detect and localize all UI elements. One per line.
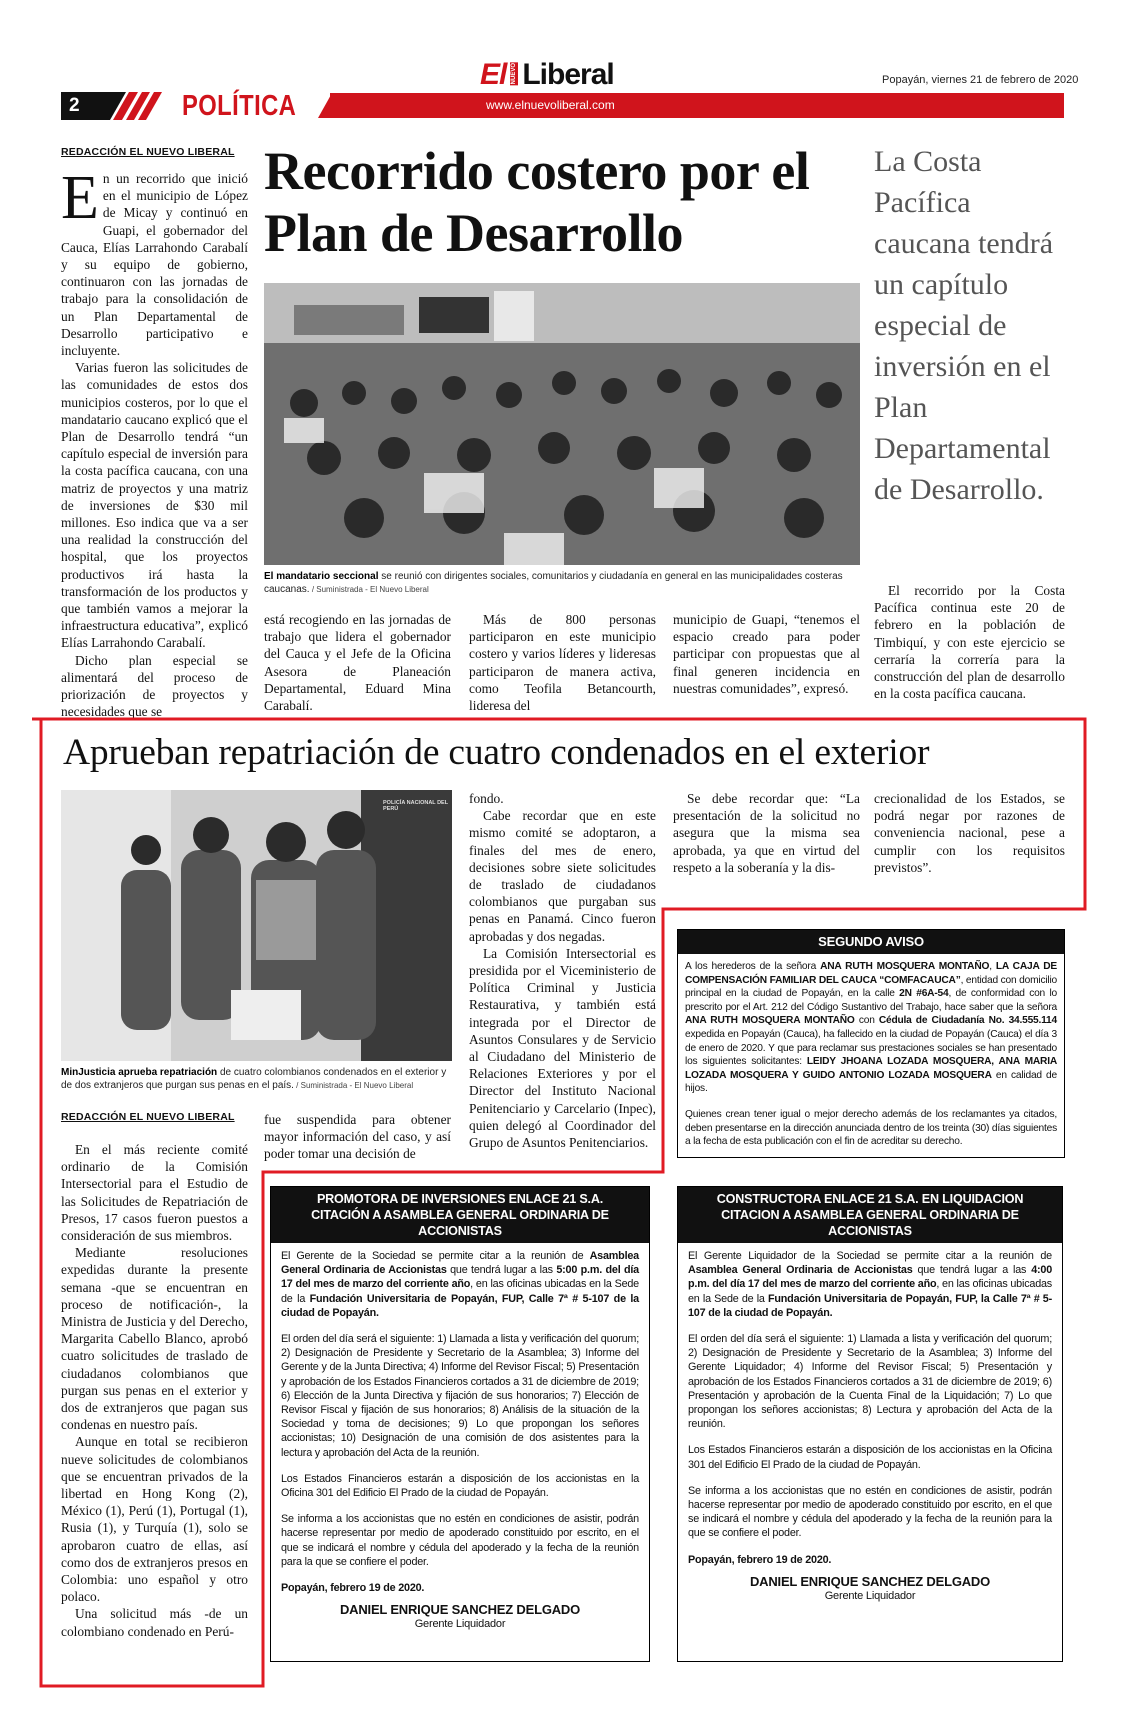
notice-paragraph: El orden del día será el siguiente: 1) Llamada a lista y verificación del quorum; 2) Designación de Presidente y Secretario de la Asamblea; 3) Informe del Gerente y de la Junta Directiva; 4) Informe del Revisor Fiscal; 5) Presentación y aprobación de los Estados Financieros cortados a 31 de diciembre de 2019; 6) Elección de la Junta Directiva y fijación de sus honorarios; 7) Elección de Revisor Fiscal y fijación de sus honorarios; 8) Análisis de la situación de la Sociedad y toma de decisiones; 9) Lo que propongan los señores accionistas; 10) Designación de una comisión de dos asistentes para la lectura y aprobación del Acta de la reunión. [281,1333,639,1459]
notice-text: , en las oficinas ubicadas en la Sede de la [281,1278,639,1305]
notice-text: El Gerente de la Sociedad se permite citar a la reunión de [281,1250,590,1262]
logo-liberal: Liberal [522,58,614,91]
notice-paragraph: Quienes crean tener igual o mejor derecho además de los reclamantes ya citados, deben presentarse en la dirección anunciada dentro de los treinta (30) días siguientes a la fecha de esta publicación con el fin de acreditar su derecho. [685,1108,1057,1148]
notice-text: ANA RUTH MOSQUERA MONTAÑO [685,1015,855,1027]
repatriation-photo-illustration [61,790,452,1061]
notice-text: Asamblea General Ordinaria de Accionistas [281,1250,639,1277]
article2-column-4 [673,790,860,876]
article1-paragraph: Más de 800 personas participaron en este municipio costero y varios líderes y lideresas participaron de manera activa, como Teofila Betancourth, lideresa del [469,612,656,714]
caption-credit: / Suministrada - El Nuevo Liberal [293,1081,414,1090]
article1-paragraph: Dicho plan especial se alimentará del proceso de priorización de proyectos y necesidades que se [61,652,248,720]
article2-paragraph: Mediante resoluciones expedidas durante la presente semana -que se encuentran en proceso de notificación-, la Ministra de Justicia y del Derecho, Margarita Cabello Blanco, aprobó cuatro solicitudes de traslado de ciudadanos colombianos que purgan sus penas en el exterior y dos de extranjeros que pagan sus condenas en nuestro país. [61,1245,248,1433]
article2-paragraph: crecionalidad de los Estados, se podrá negar por razones de conveniencia nacional, pese a cumplir con los requisitos previstos”. [874,791,1065,875]
notice-title-line: CONSTRUCTORA ENLACE 21 S.A. EN LIQUIDACION [716,1192,1024,1206]
article2-paragraph: fondo. [469,791,504,806]
notice-text: que tendrá lugar a las [446,1264,557,1277]
meeting-photo-caption [264,570,860,596]
section-title: POLÍTICA [182,90,297,122]
caption-lead: MinJusticia aprueba repatriación [61,1067,218,1078]
notice-title-line: CITACIÓN A ASAMBLEA GENERAL ORDINARIA DE ACCIONISTAS [311,1208,609,1238]
notice-text: Cédula de Ciudadanía No. 34.555.114 [878,1015,1057,1027]
notice-signer-role: Gerente Liquidador [824,1590,916,1603]
notice-paragraph: Se informa a los accionistas que no estén en condiciones de asistir, podrán hacerse representar por medio de apoderado constituido por escrito, en el que se indicará el nombre y cédula del apoderado y la fecha de la reunión para la que se confiere el poder. [281,1513,639,1568]
article2-column-2 [264,1111,451,1163]
legal-notice-segundo-aviso [677,929,1065,1158]
notice-text: que tendrá lugar a las [912,1264,1032,1277]
notice-title-line: CITACION A ASAMBLEA GENERAL ORDINARIA DE ACCIONISTAS [721,1208,1019,1238]
section-slash-decoration [96,92,168,120]
notice-title [271,1187,649,1243]
article1-column-4 [673,611,860,697]
notice-text: , de conformidad con lo prescrito por el Art. 212 del Código Sustantivo del Trabajo, hace saber que la señora [685,988,1057,1013]
newspaper-logo [480,58,614,90]
notice-text: con [854,1015,879,1027]
notice-paragraph [685,960,1057,1096]
article2-paragraph: fue suspendida para obtener mayor información del caso, y así poder tomar una decisión de [264,1112,451,1162]
notice-title: SEGUNDO AVISO [678,930,1064,954]
notice-text: Fundación Universitaria de Popayán, FUP, Calle 7ª # 5-107 de la ciudad de Popayán. [281,1292,639,1319]
notice-text: Fundación Universitaria de Popayán, FUP, la Calle 7ª # 5-107 de la ciudad de Popayán. [688,1292,1053,1319]
notice-body [678,1243,1062,1609]
meeting-photo [264,283,860,565]
article1-paragraph: El recorrido por la Costa Pacífica continua este 20 de febrero en la población de Timbiquí, y con este ejercicio se cerraría la correría para la construcción del plan de desarrollo en la costa pacífica caucana. [874,583,1065,702]
logo-el: El [480,58,507,91]
notice-text: LEIDY JHOANA LOZADA MOSQUERA, ANA MARIA LOZADA MOSQUERA Y GUIDO ANTONIO LOZADA MOSQUERA [685,1056,1057,1081]
logo-nuevo: NUEVO [511,63,518,85]
notice-paragraph: Los Estados Financieros estarán a disposición de los accionistas en la Oficina 301 del Edificio El Prado de la ciudad de Popayán. [688,1444,1052,1471]
article2-column-3 [469,790,656,1151]
notice-paragraph [281,1249,639,1320]
article2-byline: REDACCIÓN EL NUEVO LIBERAL [61,1111,235,1123]
notice-text: 5:00 p.m. del día 17 del mes de marzo del corriente año [281,1264,639,1291]
notice-text: en calidad de hijos. [685,1069,1057,1095]
article2-title: Aprueban repatriación de cuatro condenados en el exterior [63,732,930,773]
notice-text: LA CAJA DE COMPENSACIÓN FAMILIAR DEL CAUCA “COMFACAUCA” [685,961,1058,986]
article1-dropcap: E [61,164,99,232]
article1-column-3 [469,611,656,714]
notice-body [271,1243,649,1638]
article2-paragraph: Aunque en total se recibieron nueve solicitudes de colombianos que se encuentran privados de la libertad en Hong Kong (2), México (1), Perú (1), Portugal (1), Rusia (1), y Turquía (1), solo se aprobaron cuatro de ellas, así como dos de extranjeros presos en Colombia: uno español y otro polaco. [61,1434,248,1605]
notice-text: , entidad con domicilio principal en la ciudad de Popayán, en la calle [685,974,1057,1000]
article1-pullquote: La Costa Pacífica caucana tendrá un capítulo especial de inversión en el Plan Departamental de Desarrollo. [874,145,1054,506]
notice-text: 4:00 p.m. del día 17 del mes de marzo del corriente año [688,1264,1052,1291]
article1-paragraph: Varias fueron las solicitudes de las comunidades de estos dos municipios costeros, por lo que el mandatario caucano explicó que el Plan de Desarrollo tendrá “un capítulo especial de inversión para la costa pacífica caucana, con una matriz de proyectos y una matriz de inversiones de $30 mil millones. Eso indica que va a ser una realidad la construcción del hospital, que los proyectos productivos irá hasta la transformación de los productos y que también vamos a mejorar la infraestructura educativa”, explicó Elías Larrahondo Carabalí. [61,360,248,651]
article1-column-1 [61,164,248,721]
caption-credit: / Suministrada - El Nuevo Liberal [309,585,429,594]
article2-paragraph: En el más reciente comité ordinario de la Comisión Intersectorial para el Estudio de las Solicitudes de Repatriación de Presos, 17 casos fueron puestos a consideración de sus miembros. [61,1142,248,1244]
article2-paragraph: Se debe recordar que: “La presentación de la solicitud no asegura que la misma sea aprobada, ya que en virtud del respeto a la soberanía y la dis- [673,791,860,875]
notice-text: Asamblea General Ordinaria de Accionistas [688,1264,913,1277]
notice-title [678,1187,1062,1243]
notice-paragraph: Se informa a los accionistas que no estén en condiciones de asistir, podrán hacerse representar por medio de apoderado constituido por escrito, en el que se indicará el nombre y cédula del apoderado y la fecha de la reunión para la que se confiere el poder. [688,1484,1052,1540]
notice-text: , en las oficinas ubicadas en la Sede de la [688,1278,1052,1305]
article2-paragraph: Cabe recordar que en este mismo comité se adoptaron, a finales del mes de enero, decisiones sobre siete solicitudes de traslado de ciudadanos colombianos que purgaban sus penas en Panamá. Cinco fueron aprobadas y dos negadas. [469,808,656,944]
caption-text: de cuatro colombianos condenados en el exterior y de dos extranjeros que purgan sus penas en el país. [61,1067,447,1091]
notice-signer: DANIEL ENRIQUE SANCHEZ DELGADO [749,1573,991,1589]
article2-column-5 [874,790,1065,876]
header-bar-notch [318,93,332,118]
notice-text: 2N #6A-54 [899,988,949,1000]
article1-paragraph: municipio de Guapi, “tenemos el espacio creado para poder participar con propuestas que al final generen incidencia en nuestras comunidades”, expresó. [673,612,860,696]
photo-sign-text: POLICÍA NACIONAL DEL PERÚ [383,800,448,812]
notice-text: ANA RUTH MOSQUERA MONTAÑO [820,961,990,972]
notice-text: , [989,961,996,972]
article1-column-2 [264,611,451,714]
article1-title: Recorrido costero por el Plan de Desarrollo [264,141,810,263]
article2-paragraph: La Comisión Intersectorial es presidida por el Viceministerio de Política Criminal y Justicia Restaurativa, y también está integrada por el Director de Asuntos Consulares y de Servicio al Ciudadano del Ministerio de Relaciones Exteriores y por el Director del Instituto Nacional Penitenciario y Carcelario (Inpec), quien delegó al Coordinador del Grupo de Asuntos Penitenciarios. [469,945,656,1151]
notice-date: Popayán, febrero 19 de 2020. [688,1553,832,1566]
notice-text: A los herederos de la señora [685,961,821,972]
article2-column-1 [61,1141,248,1640]
article1-paragraph: está recogiendo en las jornadas de trabajo que lidera el gobernador del Cauca y el Jefe de la Oficina Asesora de Planeación Departamental, Eduard Mina Carabalí. [264,612,451,714]
page-number: 2 [61,92,97,120]
notice-paragraph: El orden del día será el siguiente: 1) Llamada a lista y verificación del quorum; 2) Designación de Presidente y Secretario de la Asamblea; 3) Informe del Gerente Liquidador; 4) Informe del Revisor Fiscal; 5) Presentación y aprobación de los Estados Financieros cortados a 31 de diciembre de 2019; 6) Presentación y aprobación de la Cuenta Final de la Liquidación; 7) Lo que propongan los señores accionistas; 8) Lectura y aprobación del Acta de la reunión. [688,1333,1052,1431]
repatriation-photo [61,790,452,1061]
article1-paragraph: n un recorrido que inició en el municipio de López de Micay y continuó en Guapi, el gobernador del Cauca, Elías Larrahondo Carabalí y su equipo de gobierno, continuaron con las jornadas de trabajo para la consolidación de un Plan Departamental de Desarrollo participativo e incluyente. [61,171,248,359]
notice-signer: DANIEL ENRIQUE SANCHEZ DELGADO [339,1602,581,1618]
article1-column-5 [874,582,1065,702]
article1-byline: REDACCIÓN EL NUEVO LIBERAL [61,146,235,158]
article2-paragraph: Una solicitud más -de un colombiano condenado en Perú- [61,1606,248,1639]
website-url[interactable]: www.elnuevoliberal.com [486,98,615,112]
repatriation-photo-caption [61,1066,452,1092]
header-date: Popayán, viernes 21 de febrero de 2020 [882,74,1079,86]
caption-text: se reunió con dirigentes sociales, comunitarios y ciudadanía en general en las municipalidades costeras caucanas. [264,571,843,595]
notice-body [678,954,1064,1157]
page-header [0,0,1125,130]
notice-signer-role: Gerente Liquidador [414,1618,506,1631]
notice-text: El Gerente Liquidador de la Sociedad se permite citar a la reunión de [688,1250,1052,1262]
notice-paragraph [688,1249,1052,1320]
meeting-photo-illustration [264,283,860,565]
notice-paragraph: Los Estados Financieros estarán a disposición de los accionistas en la Oficina 301 del Edificio El Prado de la ciudad de Popayán. [281,1472,639,1500]
notice-date: Popayán, febrero 19 de 2020. [281,1582,425,1595]
caption-lead: El mandatario seccional [264,571,379,582]
header-red-bar [330,93,1064,118]
notice-title-line: PROMOTORA DE INVERSIONES ENLACE 21 S.A. [316,1192,604,1206]
legal-notice-promotora [270,1186,650,1662]
legal-notice-constructora [677,1186,1063,1662]
notice-text: expedida en Popayán (Cauca), ha fallecido en la ciudad de Popayán (Cauca) el día 3 de enero de 2020. Y que para reclamar sus prestaciones sociales se han presentado los siguientes solicitantes: [685,1028,1057,1068]
